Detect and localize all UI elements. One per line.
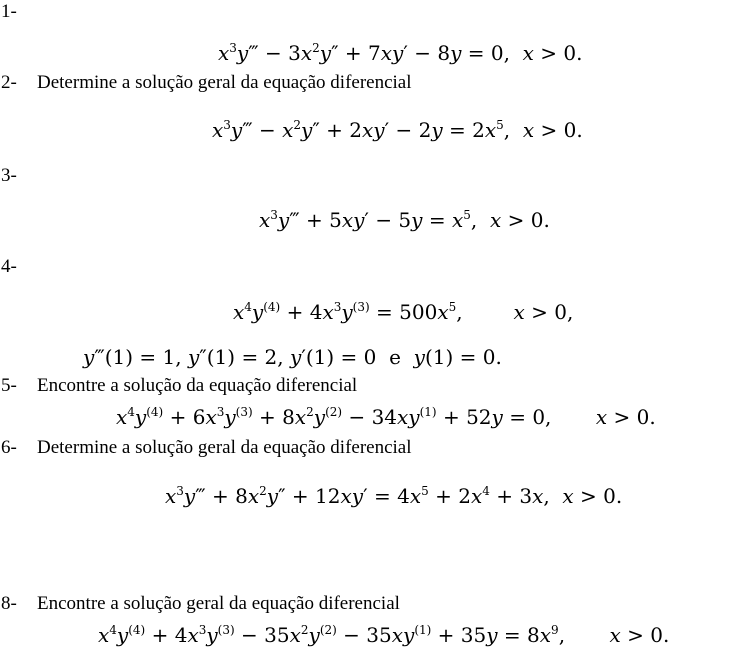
problem-4-equation: $x^4y^{(4)} + 4x^3y^{(3)} = 500x^5$, x > 0,	[233, 300, 574, 324]
problem-6-prompt: Determine a solução geral da equação diferencial	[37, 437, 412, 458]
problem-3-number: 3-	[1, 165, 17, 186]
problem-1-number: 1-	[1, 1, 17, 22]
problem-8-number: 8-	[1, 593, 17, 614]
problem-8-prompt: Encontre a solução geral da equação diferencial	[37, 593, 400, 614]
problem-3-equation: $x^3y‴ + 5xy' - 5y = x^5$, x > 0.	[259, 208, 550, 232]
problem-8-equation: $x^4y^{(4)} + 4x^3y^{(3)} - 35x^2y^{(2)} - 35xy^{(1)} + 35y = 8x^9$, x > 0.	[98, 623, 670, 647]
problem-6-number: 6-	[1, 437, 17, 458]
problem-2-number: 2-	[1, 72, 17, 93]
problem-2-equation: $x^3y‴ - x^2y'' + 2xy' - 2y = 2x^5$, x > 0.	[212, 118, 583, 142]
problem-5-equation: $x^4y^{(4)} + 6x^3y^{(3)} + 8x^2y^{(2)} - 34xy^{(1)} + 52y = 0$, x > 0.	[116, 405, 656, 429]
problem-6-equation: $x^3y‴ + 8x^2y'' + 12xy' = 4x^5 + 2x^4 + 3x$, x > 0.	[165, 484, 623, 508]
problem-5-number: 5-	[1, 375, 17, 396]
problem-2-prompt: Determine a solução geral da equação diferencial	[37, 72, 412, 93]
problem-4-conditions: y‴(1) = 1, y″(1) = 2, y′(1) = 0 e y(1) = 0.	[83, 345, 502, 369]
problem-1-equation: $x^3y‴ - 3x^2y'' + 7xy' - 8y = 0$, x > 0.	[218, 41, 583, 65]
problem-4-number: 4-	[1, 256, 17, 277]
problem-5-prompt: Encontre a solução da equação diferencial	[37, 375, 358, 396]
